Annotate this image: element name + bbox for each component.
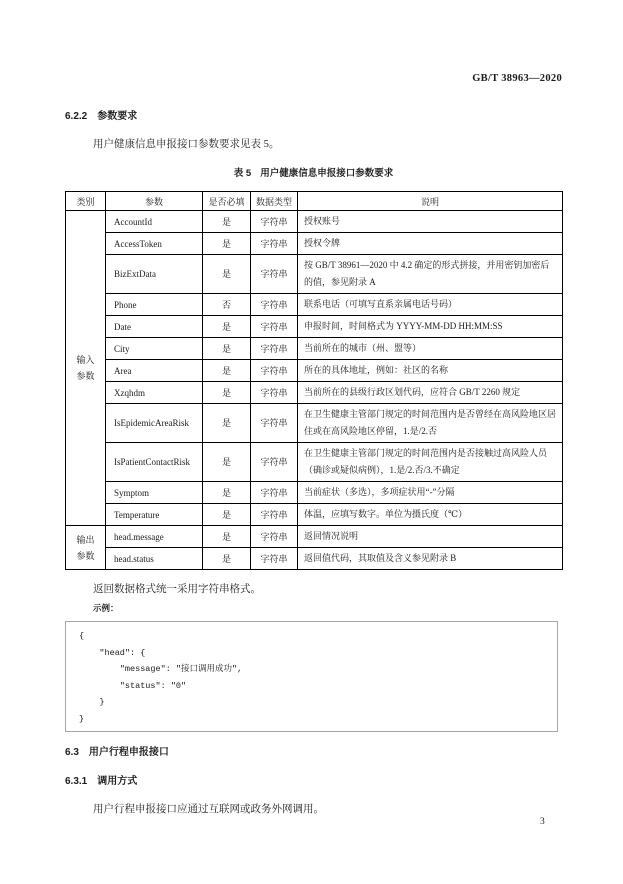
category-cell: [66, 211, 106, 526]
cell-param: BizExtData: [106, 255, 203, 294]
section-title: 调用方式: [97, 776, 138, 787]
cell-param: head.message: [106, 526, 203, 548]
cell-desc: 按 GB/T 38961—2020 中 4.2 确定的形式拼接，并用密钥加密后的值，参见附录 A: [298, 255, 563, 294]
section-title: 参数要求: [97, 111, 138, 122]
cell-required: 是: [203, 482, 251, 504]
cell-desc: 申报时间，时间格式为 YYYY-MM-DD HH:MM:SS: [298, 316, 563, 338]
cell-required: 是: [203, 338, 251, 360]
cell-required: 是: [203, 211, 251, 233]
cell-required: 是: [203, 548, 251, 570]
parameter-table: [65, 191, 563, 570]
col-header-required: 是否必填: [203, 192, 251, 211]
code-line: }: [79, 713, 85, 724]
cell-desc: 体温，应填写数字。单位为摄氏度（℃）: [298, 504, 563, 526]
example-label: 示例：: [93, 603, 119, 613]
table-row: [66, 443, 563, 482]
table-row: [66, 382, 563, 404]
col-header-desc: 说明: [298, 192, 563, 211]
cell-type: 字符串: [251, 233, 298, 255]
table-row: [66, 211, 563, 233]
table-title: 用户健康信息申报接口参数要求: [260, 168, 394, 179]
table-row: [66, 526, 563, 548]
category-line: 输出: [76, 534, 95, 545]
cell-desc: 返回情况说明: [298, 526, 563, 548]
cell-param: IsEpidemicAreaRisk: [106, 404, 203, 443]
cell-param: City: [106, 338, 203, 360]
code-line: "head": {: [79, 647, 146, 658]
intro-paragraph: 用户健康信息申报接口参数要求见表 5。: [93, 139, 280, 150]
table-row: [66, 255, 563, 294]
cell-desc: 返回值代码，其取值及含义参见附录 B: [298, 548, 563, 570]
cell-param: Xzqhdm: [106, 382, 203, 404]
cell-type: 字符串: [251, 443, 298, 482]
category-line: 输入: [76, 355, 95, 365]
cell-param: Area: [106, 360, 203, 382]
standard-code-header: GB/T 38963—2020: [472, 73, 562, 84]
cell-required: 是: [203, 443, 251, 482]
table-header-row: [66, 192, 563, 211]
cell-desc: 在卫生健康主管部门规定的时间范围内是否接触过高风险人员（确诊或疑似病例），1.是/2.否/3.不确定: [298, 443, 563, 482]
cell-type: 字符串: [251, 404, 298, 443]
cell-type: 字符串: [251, 548, 298, 570]
col-header-category: 类别: [66, 192, 106, 211]
cell-param: IsPatientContactRisk: [106, 443, 203, 482]
cell-param: AccountId: [106, 211, 203, 233]
cell-desc: 授权账号: [298, 211, 563, 233]
cell-required: 是: [203, 316, 251, 338]
table-row: [66, 482, 563, 504]
cell-type: 字符串: [251, 526, 298, 548]
cell-desc: 授权令牌: [298, 233, 563, 255]
cell-type: 字符串: [251, 255, 298, 294]
table-row: [66, 316, 563, 338]
section-number: 6.2.2: [65, 111, 88, 122]
cell-desc: 当前症状（多选），多项症状用“-”分隔: [298, 482, 563, 504]
cell-desc: 所在的具体地址，例如：社区的名称: [298, 360, 563, 382]
code-line: {: [79, 631, 85, 641]
cell-type: 字符串: [251, 338, 298, 360]
cell-desc: 当前所在的县级行政区划代码，应符合 GB/T 2260 规定: [298, 382, 563, 404]
cell-param: head.status: [106, 548, 203, 570]
cell-type: 字符串: [251, 360, 298, 382]
table-caption: [65, 168, 562, 180]
table-row: [66, 338, 563, 360]
cell-type: 字符串: [251, 382, 298, 404]
section-number: 6.3: [65, 747, 79, 758]
category-cell: [66, 526, 106, 570]
code-line: }: [79, 697, 105, 707]
table-row: [66, 360, 563, 382]
section-heading-631: [65, 776, 562, 788]
cell-required: 是: [203, 255, 251, 294]
code-block: [65, 621, 558, 732]
cell-required: 是: [203, 233, 251, 255]
cell-param: Phone: [106, 294, 203, 316]
col-header-param: 参数: [106, 192, 203, 211]
col-header-type: 数据类型: [251, 192, 298, 211]
section-number: 6.3.1: [65, 776, 88, 787]
cell-required: 是: [203, 360, 251, 382]
section-title: 用户行程申报接口: [88, 747, 169, 758]
section-heading-63: [65, 747, 562, 759]
table-row: [66, 548, 563, 570]
cell-type: 字符串: [251, 504, 298, 526]
cell-required: 是: [203, 504, 251, 526]
category-line: 参数: [76, 550, 95, 561]
page-number: 3: [540, 817, 545, 827]
return-format-note: 返回数据格式统一采用字符串格式。: [93, 584, 261, 595]
param-table-body: [66, 211, 563, 570]
cell-type: 字符串: [251, 294, 298, 316]
cell-param: Date: [106, 316, 203, 338]
cell-type: 字符串: [251, 316, 298, 338]
table-row: [66, 294, 563, 316]
cell-desc: 当前所在的城市（州、盟等）: [298, 338, 563, 360]
section-heading-622: [65, 111, 562, 123]
code-line: "status": "0": [79, 680, 187, 691]
cell-param: Symptom: [106, 482, 203, 504]
table-number: 表 5: [233, 168, 252, 179]
cell-required: 是: [203, 382, 251, 404]
cell-desc: 在卫生健康主管部门规定的时间范围内是否曾经在高风险地区居住或在高风险地区停留，1.是/2.否: [298, 404, 563, 443]
cell-type: 字符串: [251, 211, 298, 233]
table-row: [66, 233, 563, 255]
cell-param: Temperature: [106, 504, 203, 526]
cell-type: 字符串: [251, 482, 298, 504]
cell-required: 是: [203, 526, 251, 548]
table-row: [66, 404, 563, 443]
cell-required: 是: [203, 404, 251, 443]
code-line: "message": "接口调用成功",: [79, 664, 243, 674]
category-line: 参数: [76, 371, 95, 381]
section-631-body: 用户行程申报接口应通过互联网或政务外网调用。: [93, 804, 324, 815]
table-row: [66, 504, 563, 526]
cell-required: 否: [203, 294, 251, 316]
cell-param: AccessToken: [106, 233, 203, 255]
cell-desc: 联系电话（可填写直系亲属电话号码）: [298, 294, 563, 316]
